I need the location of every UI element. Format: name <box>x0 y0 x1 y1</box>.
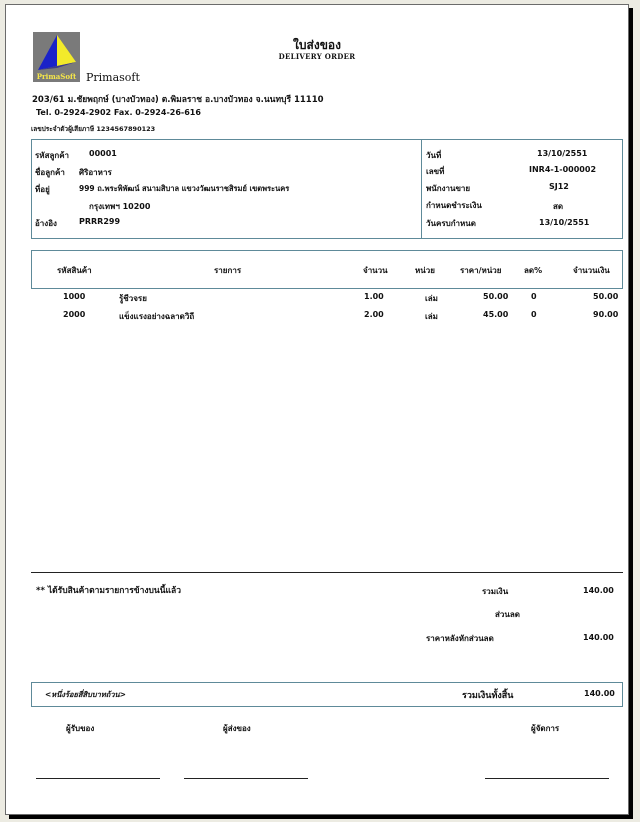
doc-number-label: เลขที่ <box>426 167 445 176</box>
customer-name: ศิริอาหาร <box>79 168 112 177</box>
customer-address-label: ที่อยู่ <box>35 185 50 194</box>
document-date: 13/10/2551 <box>537 149 588 158</box>
item-code: 2000 <box>63 310 86 319</box>
column-header-price: ราคา/หน่วย <box>460 266 502 275</box>
sender-signature-label: ผู้ส่งของ <box>223 724 251 733</box>
document-number: INR4-1-000002 <box>529 165 597 174</box>
reference-label: อ้างอิง <box>35 219 57 228</box>
subtotal-label: รวมเงิน <box>482 587 509 596</box>
after-discount-value: 140.00 <box>583 633 614 642</box>
manager-signature-line <box>485 778 609 779</box>
sender-signature-line <box>184 778 308 779</box>
item-qty: 2.00 <box>364 310 384 319</box>
salesperson-label: พนักงานขาย <box>426 184 471 193</box>
item-price: 45.00 <box>483 310 509 319</box>
received-note: ** ได้รับสินค้าตามรายการข้างบนนี้แล้ว <box>36 586 181 596</box>
document-title-thai: ใบส่งของ <box>293 38 341 52</box>
document-title-english: DELIVERY ORDER <box>278 52 356 61</box>
amount-in-words: <หนึ่งร้อยสี่สิบบาทถ้วน> <box>45 690 126 699</box>
table-row <box>31 292 623 308</box>
item-name: แข็งแรงอย่างฉลาดวิถี <box>119 312 195 321</box>
customer-address-line2: กรุงเทพฯ 10200 <box>89 202 151 211</box>
logo-text: PrimaSoft <box>36 72 77 81</box>
payment-terms-label: กำหนดชำระเงิน <box>426 201 482 210</box>
column-header-amount: จำนวนเงิน <box>573 266 610 275</box>
column-header-code: รหัสสินค้า <box>57 266 92 275</box>
column-header-unit: หน่วย <box>415 266 435 275</box>
receiver-signature-line <box>36 778 160 779</box>
column-header-item: รายการ <box>214 266 242 275</box>
customer-name-label: ชื่อลูกค้า <box>35 168 65 177</box>
customer-address-line1: 999 ถ.พระพิพัฒน์ สนามสิบาล แขวงวัฒนราชสิรมย์ เขตพระนคร <box>79 184 290 193</box>
customer-code-label: รหัสลูกค้า <box>35 151 70 160</box>
grand-total-value: 140.00 <box>584 689 615 698</box>
item-code: 1000 <box>63 292 86 301</box>
due-date: 13/10/2551 <box>539 218 590 227</box>
info-divider <box>421 140 422 238</box>
due-date-label: วันครบกำหนด <box>426 219 476 228</box>
item-qty: 1.00 <box>364 292 384 301</box>
column-header-discount: ลด% <box>524 266 543 275</box>
items-table-header <box>31 250 623 289</box>
salesperson: SJ12 <box>549 182 569 191</box>
after-discount-label: ราคาหลังหักส่วนลด <box>426 634 494 643</box>
company-tax-id: เลขประจำตัวผู้เสียภาษี 1234567890123 <box>31 125 156 133</box>
customer-info-box <box>31 139 623 239</box>
discount-label: ส่วนลด <box>495 610 520 619</box>
subtotal-value: 140.00 <box>583 586 614 595</box>
item-amount: 90.00 <box>593 310 619 319</box>
item-discount: 0 <box>531 292 537 301</box>
item-unit: เล่ม <box>425 312 438 321</box>
company-phone-fax: Tel. 0-2924-2902 Fax. 0-2924-26-616 <box>36 108 201 117</box>
item-discount: 0 <box>531 310 537 319</box>
date-label: วันที่ <box>426 151 442 160</box>
summary-divider <box>31 572 623 573</box>
payment-terms: สด <box>553 202 564 211</box>
table-row <box>31 310 623 326</box>
item-amount: 50.00 <box>593 292 619 301</box>
item-unit: เล่ม <box>425 294 438 303</box>
column-header-qty: จำนวน <box>363 266 388 275</box>
reference-value: PRRR299 <box>79 217 121 226</box>
manager-signature-label: ผู้จัดการ <box>531 724 560 733</box>
company-address: 203/61 ม.ชัยพฤกษ์ (บางบัวทอง) ต.พิมลราช อ.บางบัวทอง จ.นนทบุรี 11110 <box>32 95 324 105</box>
grand-total-label: รวมเงินทั้งสิ้น <box>462 691 514 701</box>
item-name: รู้ชีวจรย <box>119 294 147 303</box>
grand-total-box <box>31 682 623 707</box>
document-page <box>5 4 629 815</box>
receiver-signature-label: ผู้รับของ <box>66 724 95 733</box>
company-name: Primasoft <box>86 71 140 84</box>
customer-code: 00001 <box>89 149 117 158</box>
item-price: 50.00 <box>483 292 509 301</box>
